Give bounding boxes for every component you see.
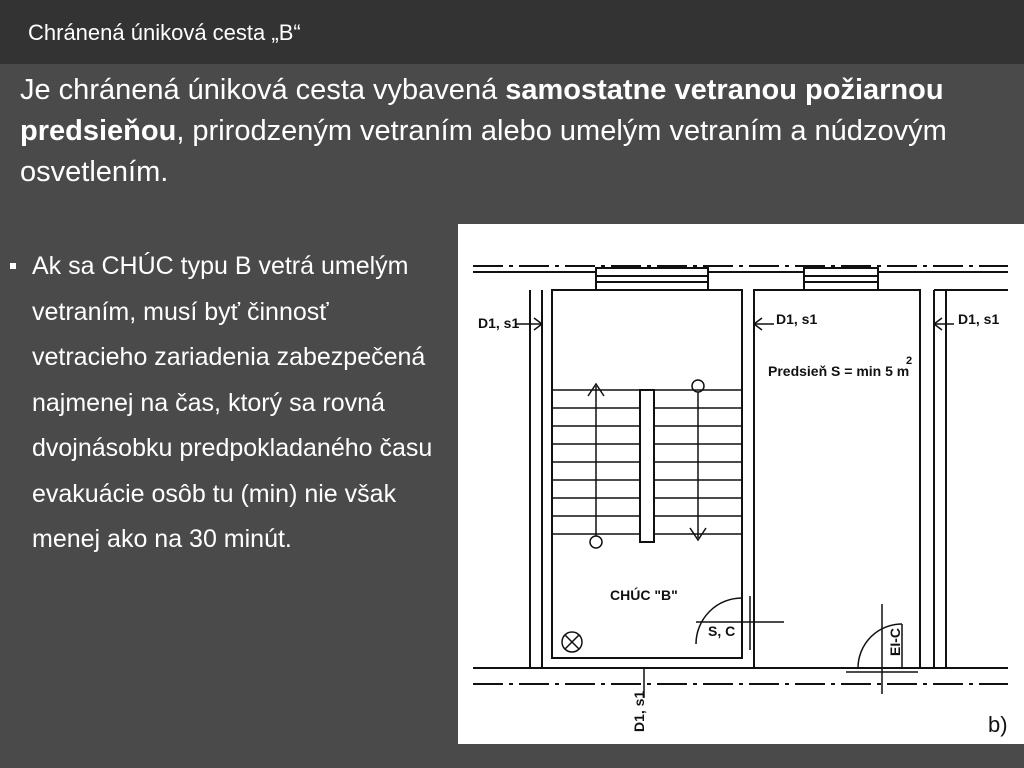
label-d1-left: D1, s1 — [478, 315, 520, 331]
bullet-icon — [10, 263, 16, 269]
label-chuc: CHÚC "B" — [610, 587, 678, 603]
intro-text-1: Je chránená úniková cesta vybavená — [20, 74, 506, 106]
header-bar — [0, 0, 1024, 64]
vestibule-room — [754, 290, 920, 668]
label-sc: S, C — [708, 623, 736, 639]
label-d1-right: D1, s1 — [958, 311, 1000, 327]
label-elc: EI-C — [887, 628, 903, 656]
floor-plan-figure — [458, 224, 1024, 744]
label-b: b) — [988, 712, 1008, 737]
stair-treads — [552, 390, 742, 534]
slide-title: Chránená úniková cesta „B“ — [28, 20, 301, 45]
floor-plan-drawing — [458, 224, 1024, 744]
label-sup: 2 — [906, 355, 913, 367]
bullet-item — [8, 244, 448, 563]
intro-bold-text: samostatne vetranou požiarnou predsieňou — [20, 74, 944, 147]
label-d1-mid: D1, s1 — [776, 311, 818, 327]
label-d1-bottom: D1, s1 — [631, 690, 647, 732]
bullet-text: Ak sa CHÚC typu B vetrá umelým vetraním, musí byť činnosť vetracieho zariadenia zabezpečená najmenej na čas, ktorý sa rovná dvojnásobku predpokladaného času evakuácie osôb tu (min) nie však menej ako na 30 minút. — [32, 252, 433, 553]
intro-paragraph — [20, 70, 1010, 193]
stair-core — [640, 390, 654, 542]
label-predsien: Predsieň S = min 5 m — [768, 363, 910, 379]
intro-text-2: , prirodzeným vetraním alebo umelým vetraním a núdzovým osvetlením. — [20, 115, 947, 188]
window-right — [804, 268, 878, 290]
window-left — [596, 268, 708, 290]
